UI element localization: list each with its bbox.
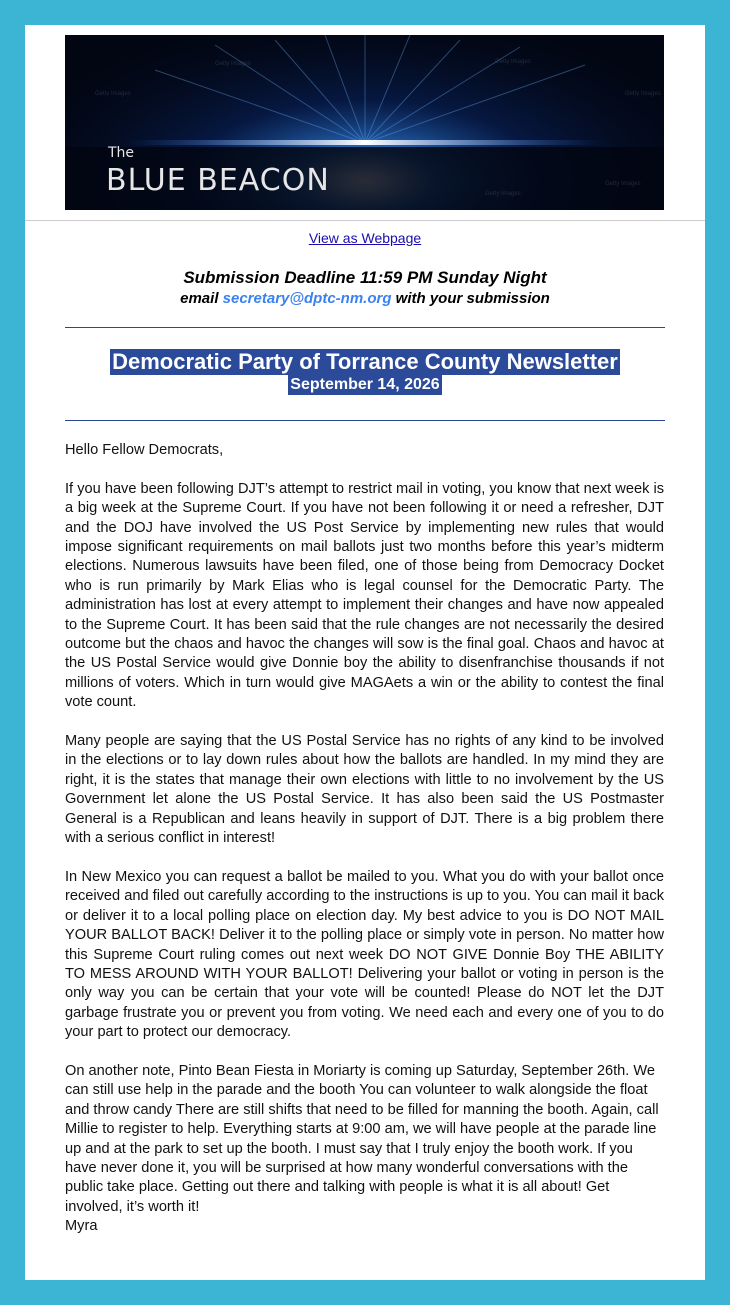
svg-text:Getty Images: Getty Images — [605, 181, 641, 187]
email-instruction — [25, 290, 705, 307]
divider-rule-bottom — [65, 420, 665, 421]
svg-text:Getty Images: Getty Images — [485, 191, 521, 197]
email-suffix: with your submission — [391, 290, 550, 307]
header-divider — [25, 220, 705, 221]
svg-text:Getty Images: Getty Images — [625, 91, 661, 97]
paragraph-mail-voting: If you have been following DJT’s attempt to restrict mail in voting, you know that next week is a big week at the Supreme Court. If you have not been following it or need a refresher, DJT and the DOJ have involved the US Post Service by implementing new rules that would impose significant requirements on mail ballots just two months before this year’s midterm elections. Numerous lawsuits have been filed, one of those being from Democracy Docket who is run primarily by Mark Elias who is legal counsel for the Democratic Party. The administration has lost at every attempt to implement their changes and have now appealed to the Supreme Court. It has been said that the rule changes are not necessarily the desired outcome but the chaos and havoc the changes will sow is the final goal. Chaos and havoc at the US Postal Service would give Donnie boy the ability to disenfranchise thousands if not millions of voters. Which in turn would give MAGAets a win or the ability to contest the final vote count. — [65, 480, 664, 711]
divider-rule-top — [65, 327, 665, 328]
view-as-webpage-link[interactable]: View as Webpage — [308, 230, 422, 246]
svg-text:Getty Images: Getty Images — [95, 91, 131, 97]
newsletter-body — [65, 441, 664, 1237]
banner-small-text: The — [108, 145, 135, 161]
svg-text:Getty Images: Getty Images — [215, 61, 251, 67]
greeting: Hello Fellow Democrats, — [65, 442, 224, 458]
paragraph-postal-service: Many people are saying that the US Postal Service has no rights of any kind to be involved in the elections or to lay down rules about how the ballots are handled. In my mind they are right, it is the states that manage their own elections with little to no involvement by the US Government let alone the US Postal Service. It has also been said the US Postmaster General is a Republican and leans heavily in support of DJT. There is a big problem there with a serious conflict in interest! — [65, 733, 664, 847]
submission-deadline: Submission Deadline 11:59 PM Sunday Night — [183, 268, 547, 287]
newsletter-date: September 14, 2026 — [290, 376, 440, 393]
email-link[interactable]: secretary@dptc-nm.org — [222, 290, 392, 307]
email-prefix: email — [180, 290, 223, 307]
paragraph-pinto-bean-fiesta — [65, 1062, 664, 1237]
newsletter-title-block — [25, 349, 705, 395]
paragraph-new-mexico-ballot: In New Mexico you can request a ballot be mailed to you. What you do with your ballot once received and filed out carefully according to the instructions is up to you. You can mail it back or deliver it to a local polling place on election day. My best advice to you is DO NOT MAIL YOUR BALLOT BACK! Deliver it to the polling place or simply vote in person. No matter how this Supreme Court ruling comes out next week DO NOT GIVE Donnie Boy THE ABILITY TO MESS AROUND WITH YOUR BALLOT! Delivering your ballot or voting in person is the only way you can be certain that your vote will be counted! Please do NOT let the DJT garbage frustrate you or prevent you from voting. We need each and every one of you to do your part to protect our democracy. — [65, 868, 664, 1041]
newsletter-title: Democratic Party of Torrance County Newsletter — [112, 349, 618, 374]
blue-beacon-banner — [65, 35, 664, 210]
newsletter-card — [25, 25, 705, 1280]
fiesta-text: On another note, Pinto Bean Fiesta in Moriarty is coming up Saturday, September 26th. We can still use help in the parade and the booth You can volunteer to walk alongside the float and throw candy There are still shifts that need to be filled for manning the booth. Again, call Millie to register to help. Everything starts at 9:00 am, we will have people at the parade line up and at the park to set up the booth. I must say that I truly enjoy the booth work. If you have never done it, you will be surprised at how many wonderful conversations with the public take place. Getting out there and talking with people is what it is all about! Get involved, it’s worth it! — [65, 1062, 659, 1215]
signature: Myra — [65, 1218, 98, 1235]
svg-text:Getty Images: Getty Images — [495, 59, 531, 65]
banner-title-text: BLUE BEACON — [106, 163, 330, 198]
